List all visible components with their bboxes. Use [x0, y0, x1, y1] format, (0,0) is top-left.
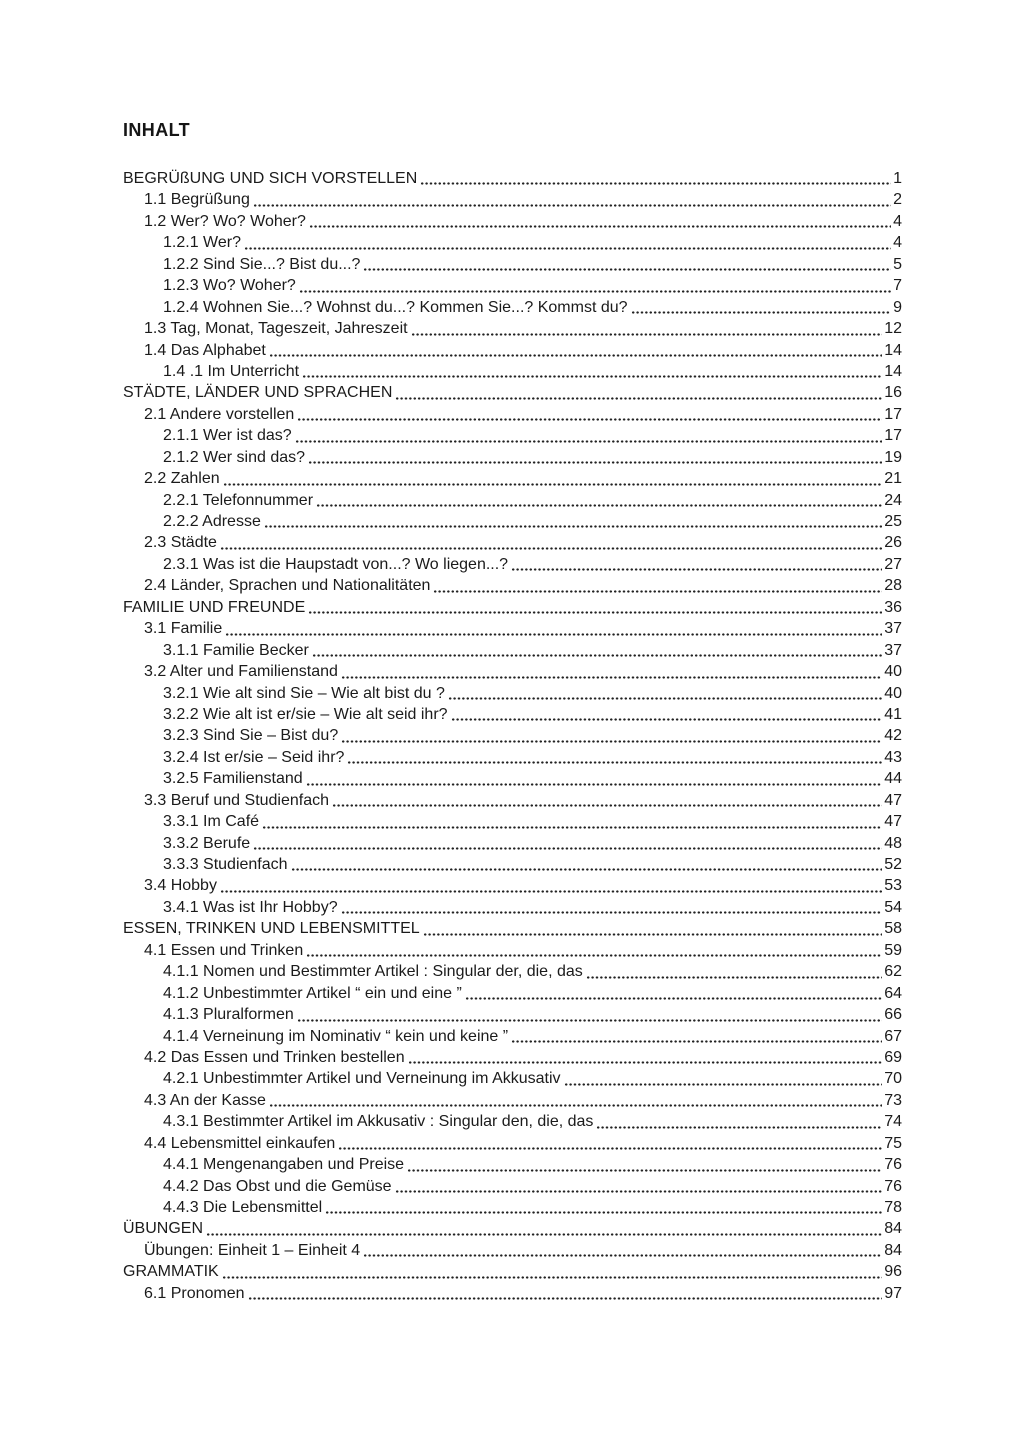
toc-content	[123, 120, 902, 1304]
toc-entry-label: 3.2.3 Sind Sie – Bist du?	[163, 727, 339, 745]
toc-page-number: 84	[884, 1241, 902, 1259]
toc-entry-label: 4.4 Lebensmittel einkaufen	[144, 1134, 336, 1152]
toc-dot-leader	[308, 611, 882, 614]
toc-dot-leader	[407, 1169, 882, 1172]
toc-entry	[123, 1283, 902, 1304]
toc-entry-label: 3.1.1 Familie Becker	[163, 641, 309, 659]
toc-dot-leader	[511, 1040, 882, 1043]
toc-entry-label: 3.2 Alter und Familienstand	[144, 663, 338, 681]
toc-page-number: 1	[893, 170, 902, 187]
toc-page-number: 47	[884, 791, 902, 809]
toc-entry-label: 3.4 Hobby	[144, 877, 217, 895]
toc-dot-leader	[244, 247, 891, 250]
toc-entry-label: 1.4 Das Alphabet	[144, 341, 266, 359]
toc-entry-label: GRAMMATIK	[123, 1263, 219, 1281]
toc-entry	[123, 897, 902, 918]
toc-entry	[123, 340, 902, 361]
toc-entry-label: ESSEN, TRINKEN UND LEBENSMITTEL	[123, 920, 420, 938]
toc-dot-leader	[225, 633, 882, 636]
toc-entry	[123, 1047, 902, 1068]
toc-dot-leader	[332, 804, 882, 807]
toc-entry-label: 1.2.4 Wohnen Sie...? Wohnst du...? Kommen Sie...? Kommst du?	[163, 298, 628, 316]
toc-entry	[123, 1004, 902, 1025]
toc-entry-label: 1.2.2 Sind Sie...? Bist du...?	[163, 255, 361, 273]
toc-page-number: 21	[884, 470, 902, 488]
toc-dot-leader	[586, 976, 882, 979]
toc-dot-leader	[248, 1297, 883, 1300]
toc-entry	[123, 704, 902, 725]
toc-entry-label: Übungen: Einheit 1 – Einheit 4	[144, 1241, 361, 1259]
toc-entry	[123, 640, 902, 661]
toc-page-number: 40	[884, 663, 902, 681]
toc-entry	[123, 961, 902, 982]
toc-page-number: 19	[884, 448, 902, 466]
toc-entry	[123, 1176, 902, 1197]
toc-dot-leader	[253, 204, 891, 207]
toc-page-number: 47	[884, 813, 902, 831]
toc-entry	[123, 1026, 902, 1047]
toc-entry-label: 4.4.3 Die Lebensmittel	[163, 1199, 323, 1216]
toc-entry	[123, 232, 902, 253]
toc-dot-leader	[297, 418, 882, 421]
toc-page-number: 84	[884, 1220, 902, 1238]
toc-page-number: 14	[884, 341, 902, 359]
toc-page-number: 64	[884, 984, 902, 1002]
toc-entry	[123, 618, 902, 639]
toc-entry-label: 3.3.2 Berufe	[163, 834, 251, 852]
toc-entry	[123, 254, 902, 275]
toc-page-number: 9	[893, 298, 902, 316]
toc-entry-label: 4.4.2 Das Obst und die Gemüse	[163, 1177, 392, 1195]
toc-dot-leader	[264, 525, 882, 528]
toc-entry-label: 1.2.3 Wo? Woher?	[163, 277, 296, 295]
toc-dot-leader	[316, 504, 882, 507]
toc-entry-label: 4.2 Das Essen und Trinken bestellen	[144, 1048, 405, 1066]
toc-page-number: 7	[893, 277, 902, 295]
toc-dot-leader	[223, 483, 883, 486]
toc-entry-label: 6.1 Pronomen	[144, 1284, 245, 1302]
toc-entry-label: 1.2.1 Wer?	[163, 234, 241, 252]
toc-entry-label: 2.3.1 Was ist die Haupstadt von...? Wo liegen...?	[163, 555, 509, 573]
toc-dot-leader	[511, 568, 882, 571]
toc-entry-label: 3.2.4 Ist er/sie – Seid ihr?	[163, 748, 345, 766]
toc-entry-label: 3.2.5 Familienstand	[163, 770, 303, 788]
toc-entry-label: 3.3 Beruf und Studienfach	[144, 791, 330, 809]
toc-entry	[123, 1068, 902, 1089]
toc-entry	[123, 425, 902, 446]
toc-entry-label: 4.3 An der Kasse	[144, 1091, 266, 1109]
toc-entry	[123, 382, 902, 403]
toc-entry	[123, 940, 902, 961]
toc-dot-leader	[220, 890, 882, 893]
toc-entry-label: FAMILIE UND FREUNDE	[123, 598, 306, 616]
toc-page-number: 36	[884, 598, 902, 616]
toc-entry	[123, 1154, 902, 1175]
toc-dot-leader	[395, 1190, 883, 1193]
toc-page-number: 74	[884, 1113, 902, 1131]
toc-dot-leader	[291, 868, 883, 871]
toc-page-number: 73	[884, 1091, 902, 1109]
toc-dot-leader	[220, 547, 882, 550]
toc-entry-label: 3.2.1 Wie alt sind Sie – Wie alt bist du ?	[163, 684, 445, 702]
toc-dot-leader	[206, 1233, 882, 1236]
toc-dot-leader	[338, 1147, 882, 1150]
toc-entry-label: 4.1.3 Pluralformen	[163, 1006, 294, 1024]
toc-entry	[123, 575, 902, 596]
toc-dot-leader	[451, 718, 883, 721]
toc-dot-leader	[363, 268, 891, 271]
toc-dot-leader	[302, 375, 882, 378]
toc-entry	[123, 661, 902, 682]
toc-dot-leader	[222, 1276, 883, 1279]
toc-dot-leader	[262, 826, 882, 829]
toc-dot-leader	[297, 1019, 882, 1022]
toc-page-number: 17	[884, 405, 902, 423]
toc-entry-label: 3.3.3 Studienfach	[163, 856, 288, 873]
toc-dot-leader	[363, 1254, 882, 1257]
toc-page-number: 48	[884, 834, 902, 852]
toc-dot-leader	[448, 697, 882, 700]
toc-entry-label: 4.2.1 Unbestimmter Artikel und Verneinung im Akkusativ	[163, 1070, 561, 1088]
toc-entry-label: 1.1 Begrüßung	[144, 191, 250, 209]
toc-entry	[123, 790, 902, 811]
toc-entry-label: BEGRÜßUNG UND SICH VORSTELLEN	[123, 170, 418, 187]
toc-page-number: 43	[884, 748, 902, 766]
toc-entry	[123, 404, 902, 425]
toc-entry	[123, 1240, 902, 1261]
toc-entry-label: 2.4 Länder, Sprachen und Nationalitäten	[144, 577, 431, 595]
toc-entry	[123, 275, 902, 296]
toc-page-number: 54	[884, 898, 902, 916]
toc-entry	[123, 532, 902, 553]
toc-dot-leader	[269, 1104, 882, 1107]
toc-entry	[123, 833, 902, 854]
toc-entry-label: 2.1 Andere vorstellen	[144, 405, 295, 423]
toc-page-number: 96	[884, 1263, 902, 1281]
toc-entry-label: 2.1.1 Wer ist das?	[163, 427, 292, 445]
toc-entry	[123, 297, 902, 318]
toc-page-number: 16	[884, 384, 902, 402]
toc-entry-label: 3.3.1 Im Café	[163, 813, 260, 831]
toc-entry	[123, 511, 902, 532]
toc-page-number: 28	[884, 577, 902, 595]
toc-entry-label: 4.1.2 Unbestimmter Artikel “ ein und eine ”	[163, 984, 462, 1002]
toc-page-number: 58	[884, 920, 902, 938]
toc-dot-leader	[306, 783, 883, 786]
toc-dot-leader	[433, 590, 882, 593]
toc-entry	[123, 447, 902, 468]
toc-dot-leader	[312, 654, 882, 657]
toc-entry	[123, 1261, 902, 1282]
toc-page-number: 41	[884, 705, 902, 723]
toc-entry	[123, 189, 902, 210]
toc-entry	[123, 918, 902, 939]
toc-entry-label: 1.4 .1 Im Unterricht	[163, 362, 300, 380]
toc-entry-label: 4.4.1 Mengenangaben und Preise	[163, 1156, 405, 1174]
toc-page-number: 17	[884, 427, 902, 445]
toc-page-number: 97	[884, 1284, 902, 1302]
toc-entry-label: 1.3 Tag, Monat, Tageszeit, Jahreszeit	[144, 320, 408, 338]
toc-entry	[123, 811, 902, 832]
toc-page-number: 62	[884, 963, 902, 981]
toc-entry	[123, 725, 902, 746]
toc-dot-leader	[420, 182, 891, 185]
toc-entry	[123, 468, 902, 489]
toc-dot-leader	[269, 354, 882, 357]
toc-dot-leader	[299, 290, 891, 293]
toc-entry	[123, 490, 902, 511]
toc-entry-label: 3.4.1 Was ist Ihr Hobby?	[163, 898, 338, 916]
toc-dot-leader	[309, 225, 891, 228]
toc-page-number: 12	[884, 320, 902, 338]
toc-page-number: 52	[884, 856, 902, 873]
toc-dot-leader	[295, 440, 883, 443]
toc-page-number: 70	[884, 1070, 902, 1088]
toc-entry	[123, 1111, 902, 1132]
toc-entry	[123, 554, 902, 575]
toc-entry-label: 3.1 Familie	[144, 620, 223, 638]
toc-entry	[123, 1197, 902, 1218]
toc-entry	[123, 875, 902, 896]
toc-entry-label: 2.2.2 Adresse	[163, 513, 261, 530]
toc-entry	[123, 597, 902, 618]
toc-entry	[123, 983, 902, 1004]
toc-entry-label: ÜBUNGEN	[123, 1220, 204, 1238]
toc-page-number: 67	[884, 1027, 902, 1045]
toc-page-number: 76	[884, 1177, 902, 1195]
toc-page-number: 4	[893, 212, 902, 230]
toc-dot-leader	[631, 311, 892, 314]
toc-dot-leader	[341, 740, 882, 743]
toc-page-number: 27	[884, 555, 902, 573]
toc-entry-label: 2.1.2 Wer sind das?	[163, 448, 306, 466]
toc-page-number: 4	[893, 234, 902, 252]
toc-entry-label: 4.1.4 Verneinung im Nominativ “ kein und keine ”	[163, 1027, 509, 1045]
toc-dot-leader	[564, 1083, 883, 1086]
toc-page-number: 40	[884, 684, 902, 702]
toc-list	[123, 168, 902, 1304]
toc-entry	[123, 683, 902, 704]
toc-dot-leader	[341, 676, 882, 679]
toc-dot-leader	[341, 911, 883, 914]
toc-page-number: 14	[884, 362, 902, 380]
toc-dot-leader	[306, 954, 882, 957]
toc-page-number: 69	[884, 1048, 902, 1066]
toc-entry	[123, 361, 902, 382]
toc-entry-label: 4.1.1 Nomen und Bestimmter Artikel : Singular der, die, das	[163, 963, 583, 981]
toc-dot-leader	[423, 933, 883, 936]
toc-dot-leader	[411, 333, 883, 336]
toc-entry	[123, 168, 902, 189]
toc-page-number: 59	[884, 941, 902, 959]
toc-page-number: 42	[884, 727, 902, 745]
toc-page-number: 25	[884, 513, 902, 530]
toc-entry	[123, 747, 902, 768]
toc-entry-label: 3.2.2 Wie alt ist er/sie – Wie alt seid ihr?	[163, 705, 448, 723]
toc-page-number: 37	[884, 620, 902, 638]
toc-entry	[123, 768, 902, 789]
toc-entry	[123, 211, 902, 232]
toc-page-number: 2	[893, 191, 902, 209]
toc-entry	[123, 854, 902, 875]
toc-entry	[123, 1133, 902, 1154]
toc-page-number: 75	[884, 1134, 902, 1152]
toc-entry-label: 4.1 Essen und Trinken	[144, 941, 304, 959]
toc-entry-label: STÄDTE, LÄNDER UND SPRACHEN	[123, 384, 393, 402]
toc-entry-label: 1.2 Wer? Wo? Woher?	[144, 212, 306, 230]
toc-page-number: 76	[884, 1156, 902, 1174]
toc-page-number: 66	[884, 1006, 902, 1024]
toc-entry-label: 2.3 Städte	[144, 534, 217, 552]
toc-page-number: 26	[884, 534, 902, 552]
toc-dot-leader	[596, 1126, 882, 1129]
toc-dot-leader	[395, 397, 882, 400]
toc-dot-leader	[325, 1211, 882, 1214]
toc-page-number: 78	[884, 1199, 902, 1216]
toc-page-number: 44	[884, 770, 902, 788]
toc-dot-leader	[308, 461, 882, 464]
toc-entry-label: 4.3.1 Bestimmter Artikel im Akkusativ : Singular den, die, das	[163, 1113, 594, 1131]
toc-entry-label: 2.2.1 Telefonnummer	[163, 491, 314, 509]
toc-page-number: 53	[884, 877, 902, 895]
toc-entry-label: 2.2 Zahlen	[144, 470, 220, 488]
toc-dot-leader	[408, 1061, 883, 1064]
toc-entry	[123, 1090, 902, 1111]
toc-entry	[123, 318, 902, 339]
toc-dot-leader	[465, 997, 882, 1000]
toc-page-number: 37	[884, 641, 902, 659]
toc-page-number: 5	[893, 255, 902, 273]
toc-dot-leader	[347, 761, 882, 764]
toc-page-number: 24	[884, 491, 902, 509]
toc-entry	[123, 1218, 902, 1239]
page-title: INHALT	[123, 120, 191, 140]
toc-dot-leader	[253, 847, 882, 850]
